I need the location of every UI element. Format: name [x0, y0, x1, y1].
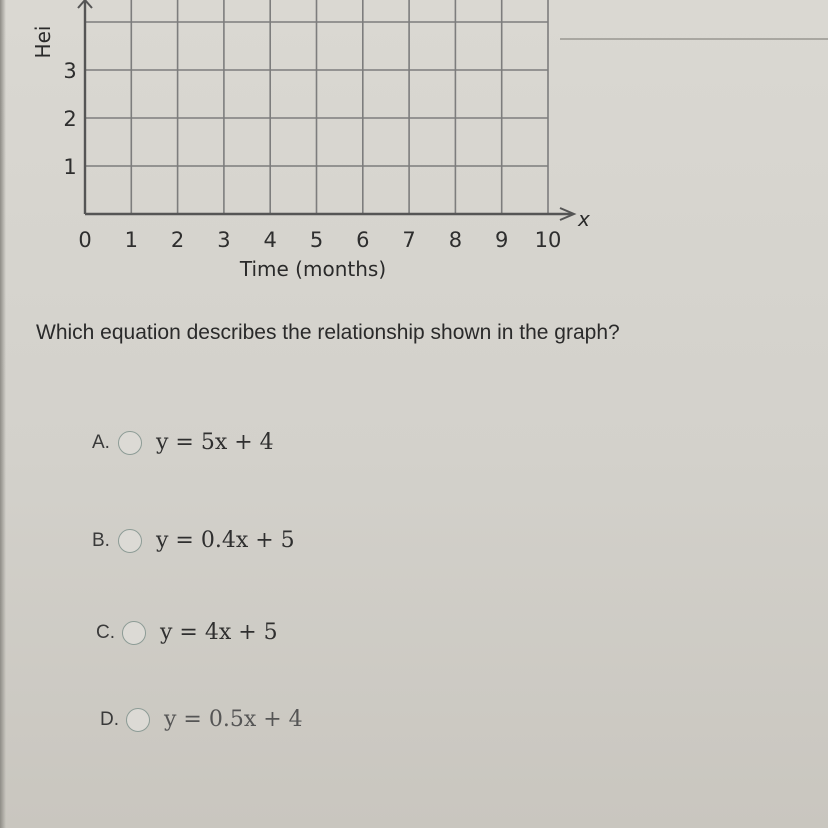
x-tick-label: 0	[78, 228, 92, 252]
radio-button-d[interactable]	[126, 708, 150, 732]
choice-d-equation: y = 0.5x + 4	[164, 707, 303, 732]
choice-a[interactable]	[92, 430, 274, 455]
line-graph	[0, 0, 828, 300]
question-text: Which equation describes the relationship shown in the graph?	[36, 321, 620, 344]
choice-b-letter: B.	[92, 529, 110, 551]
choice-c-equation: y = 4x + 5	[160, 620, 278, 645]
choice-d-letter: D.	[100, 708, 119, 730]
x-tick-label: 9	[495, 228, 509, 252]
choice-a-equation: y = 5x + 4	[156, 430, 274, 455]
y-tick-label: 2	[63, 107, 77, 131]
choice-b-equation: y = 0.4x + 5	[156, 528, 295, 553]
choice-c[interactable]	[96, 620, 278, 645]
x-axis-title: Time (months)	[239, 257, 387, 281]
axes	[78, 0, 574, 220]
x-tick-label: 10	[534, 228, 562, 252]
y-tick-label: 3	[63, 59, 77, 83]
y-tick-label: 1	[63, 155, 77, 179]
y-axis-title: Hei	[31, 25, 55, 59]
radio-button-a[interactable]	[118, 431, 142, 455]
radio-button-b[interactable]	[118, 529, 142, 553]
x-tick-label: 7	[402, 228, 416, 252]
choice-d[interactable]	[100, 707, 303, 732]
x-tick-label: 6	[356, 228, 370, 252]
x-tick-label: 1	[124, 228, 138, 252]
x-tick-label: 5	[309, 228, 324, 252]
x-axis-letter: x	[578, 207, 590, 231]
tick-labels	[63, 59, 561, 252]
choice-b[interactable]	[92, 528, 295, 553]
radio-button-c[interactable]	[122, 621, 146, 645]
x-tick-label: 2	[170, 228, 185, 252]
x-tick-label: 8	[448, 228, 463, 252]
grid-lines	[85, 0, 548, 214]
x-tick-label: 4	[263, 228, 277, 252]
choice-c-letter: C.	[96, 621, 115, 643]
x-tick-label: 3	[217, 228, 231, 252]
choice-a-letter: A.	[92, 431, 110, 453]
